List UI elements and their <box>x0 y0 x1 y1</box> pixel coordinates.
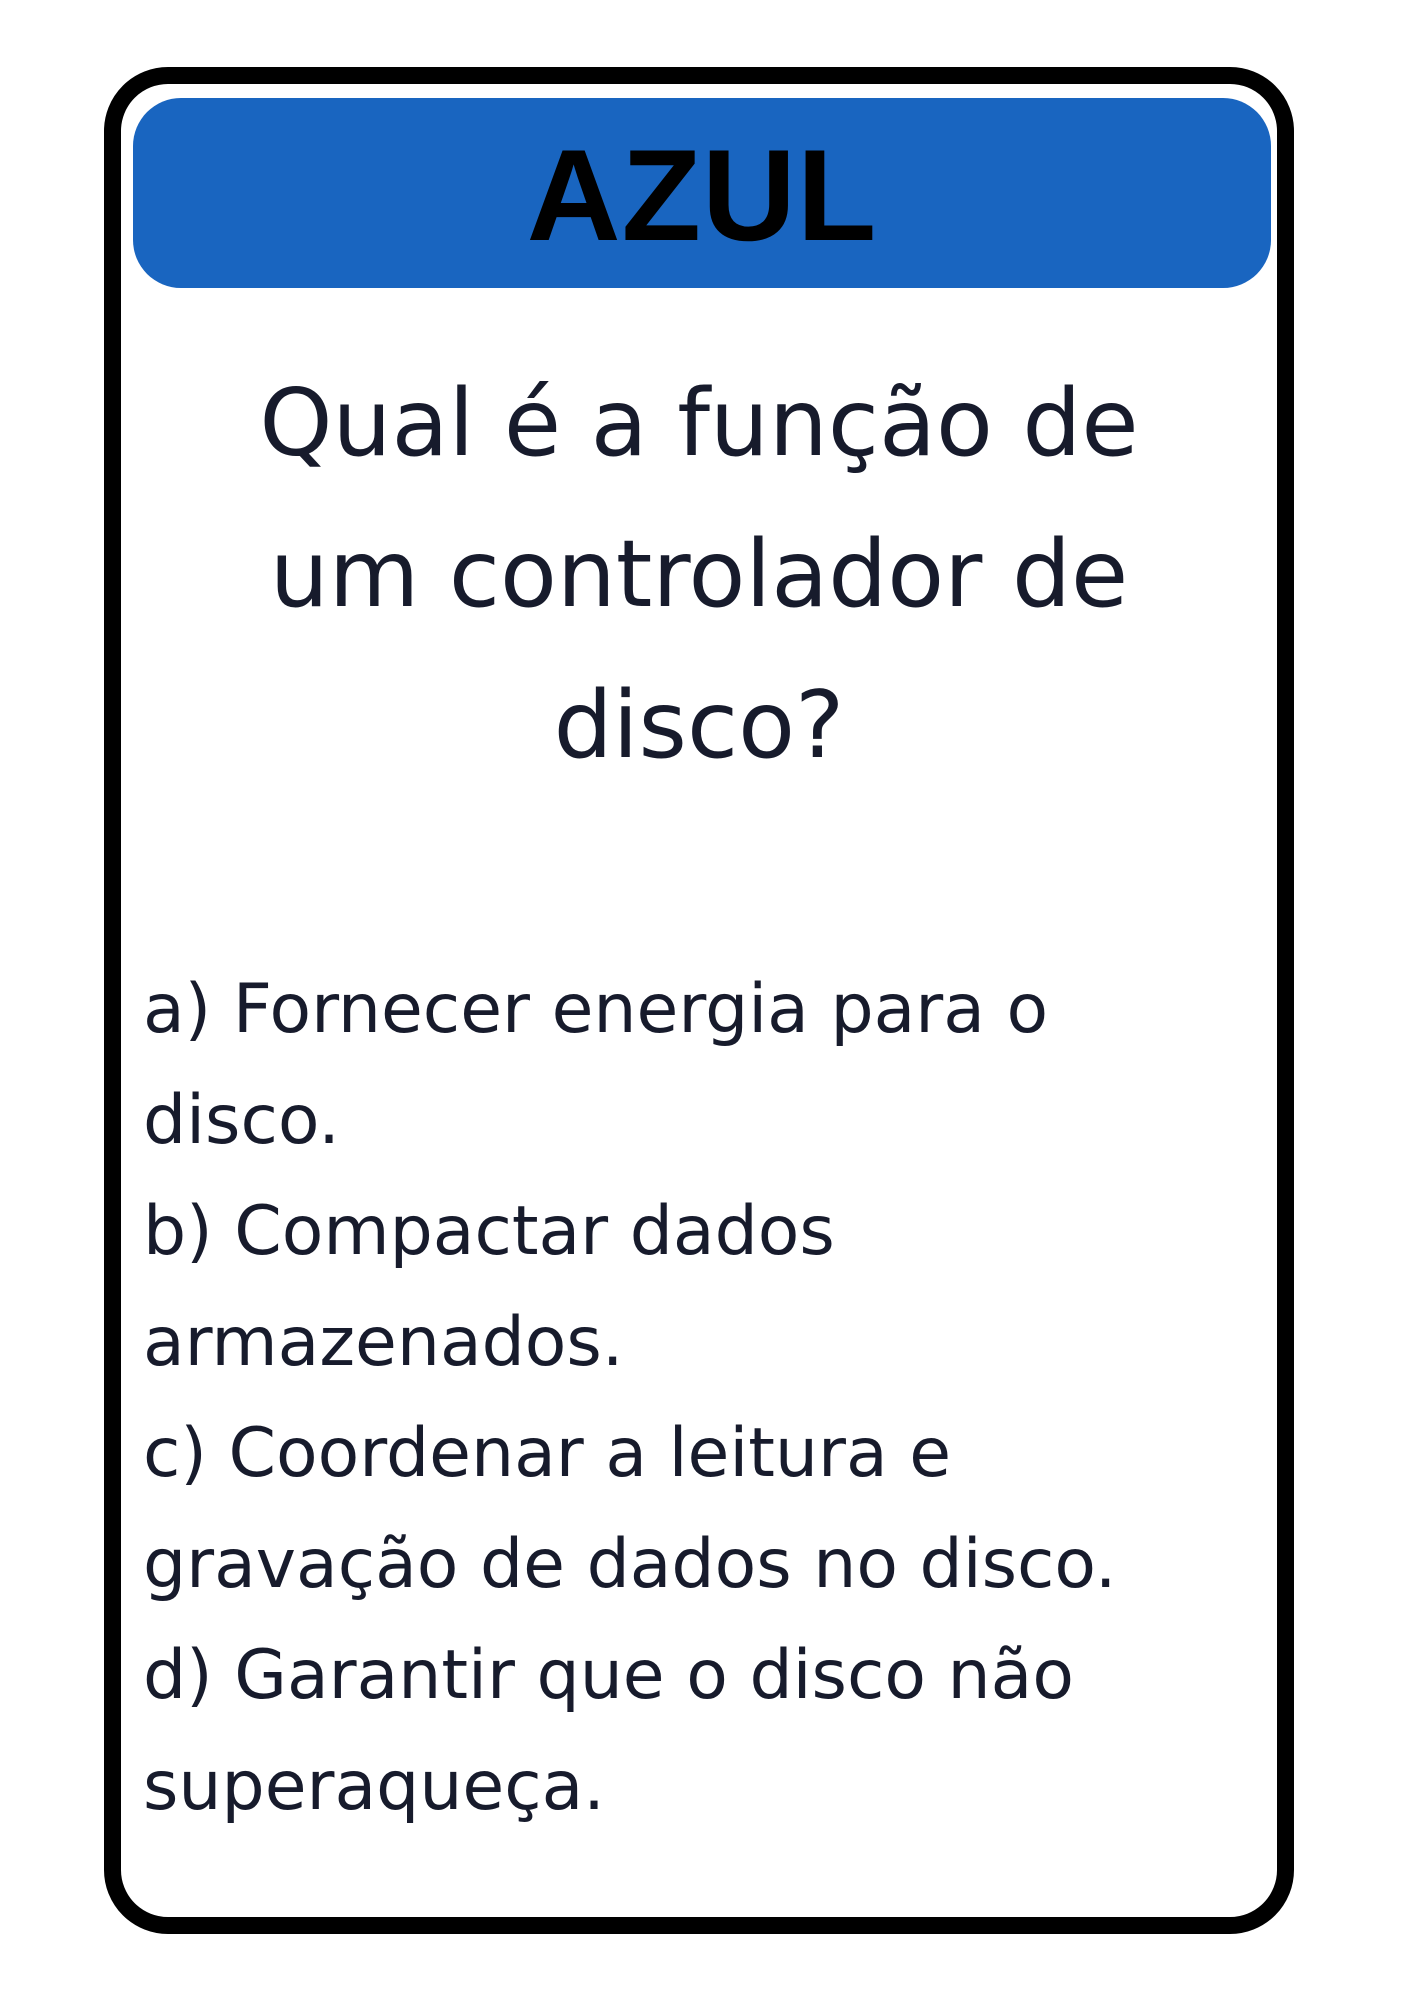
question-text <box>161 348 1237 801</box>
question-line: Qual é a função de <box>259 369 1139 477</box>
option-c: c) Coordenar a leitura e gravação de dados no disco. <box>143 1414 1117 1604</box>
question-card <box>104 67 1294 1934</box>
color-header <box>133 98 1271 288</box>
option-a: a) Fornecer energia para o disco. <box>143 970 1049 1160</box>
card-color-title: AZUL <box>526 122 878 268</box>
option-d: d) Garantir que o disco não superaqueça. <box>143 1636 1074 1826</box>
question-line: disco? <box>553 671 845 779</box>
question-line: um controlador de <box>269 520 1129 628</box>
answer-options <box>143 954 1263 1842</box>
option-b: b) Compactar dados armazenados. <box>143 1192 835 1382</box>
